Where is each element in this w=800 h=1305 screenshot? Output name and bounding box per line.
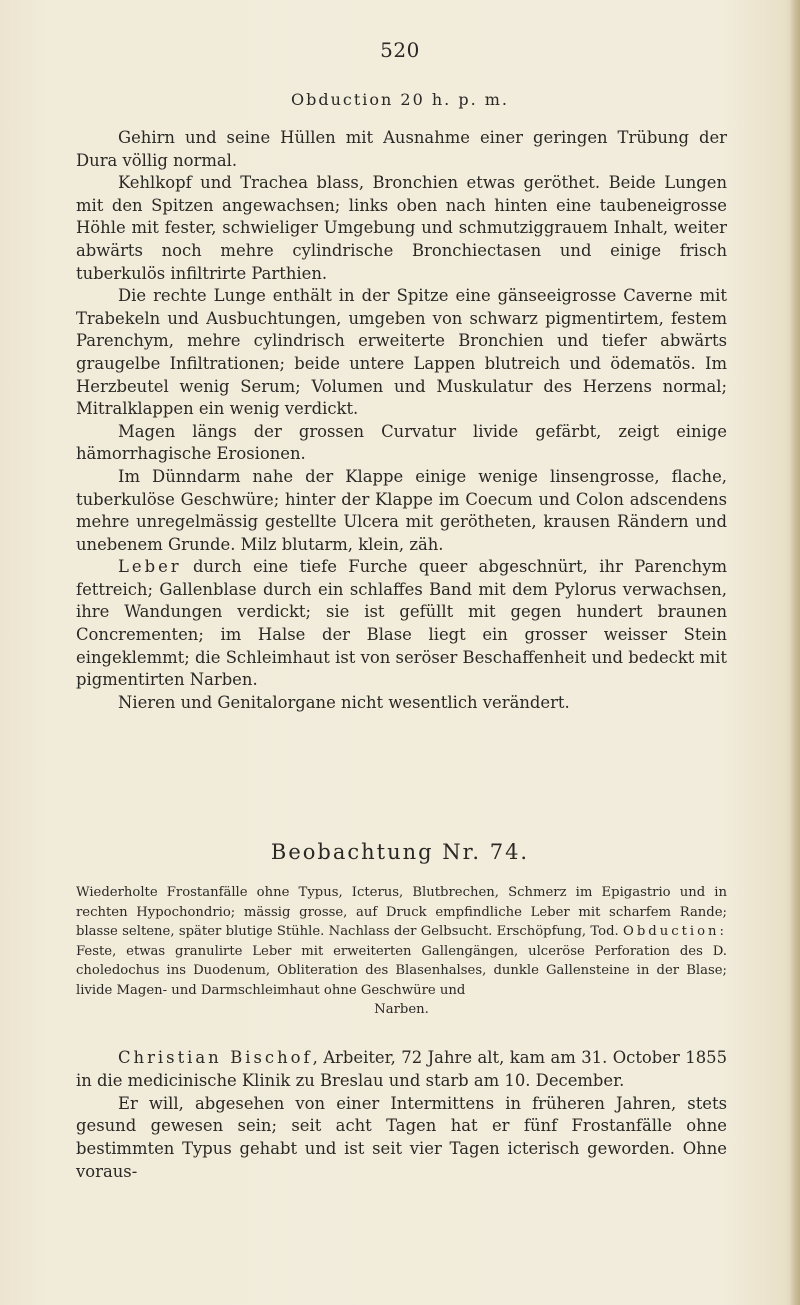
page-edge-shadow: [790, 0, 800, 1305]
obduction-header: Obduction 20 h. p. m.: [290, 90, 510, 109]
case-intro-text: , Arbeiter, 72 Jahre alt, kam am 31. October 1855 in die medicinische Klinik zu Breslau und starb am 10. December.: [76, 1048, 727, 1090]
paragraph-stomach: Magen längs der grossen Curvatur livide gefärbt, zeigt einige hämorrhagische Erosionen.: [76, 421, 727, 464]
section-heading: Beobachtung Nr. 74.: [270, 840, 530, 864]
page-number: 520: [380, 38, 420, 62]
paragraph-liver: [76, 556, 727, 692]
case-summary: [76, 883, 727, 1020]
paragraph-intestine: Im Dünndarm nahe der Klappe einige wenige linsengrosse, flache, tuberkulöse Geschwüre; hinter der Klappe im Coecum und Colon adscendens mehre unregelmässig gestellte Ulcera mit gerötheten, krausen Rändern und unebenem Grunde. Milz blutarm, klein, zäh.: [76, 466, 727, 554]
case-anamnesis: Er will, abgesehen von einer Intermittens in früheren Jahren, stets gesund gewesen sein; seit acht Tagen hat er fünf Frostanfälle ohne bestimmten Typus gehabt und ist seit vier Tagen icterisch geworden. Ohne voraus-: [76, 1093, 727, 1181]
obduction-report: [76, 127, 727, 714]
summary-end: Narben.: [374, 1002, 429, 1017]
paragraph-kidneys: Nieren und Genitalorgane nicht wesentlich verändert.: [118, 692, 570, 712]
liver-text: durch eine tiefe Furche queer abgeschnürt, ihr Parenchym fettreich; Gallenblase durch ein schlaffes Band mit dem Pylorus verwachsen, ihre Wandungen verdickt; sie ist gefüllt mit gegen hundert braunen Concrementen; im Halse der Blase liegt ein grosser weisser Stein eingeklemmt; die Schleimhaut ist von seröser Beschaffenheit und bedeckt mit pigmentirten Narben.: [76, 557, 727, 690]
paragraph-lungs-left: Kehlkopf und Trachea blass, Bronchien etwas geröthet. Beide Lungen mit den Spitzen angewachsen; links oben nach hinten eine taubeneigrosse Höhle mit fester, schwieliger Umgebung und schmutziggrauem Inhalt, weiter abwärts noch mehre cylindrische Bronchiectasen und einige frisch tuberkulös infiltrirte Parthien.: [76, 173, 727, 283]
case-intro: [76, 1047, 727, 1093]
case-history: [76, 1047, 727, 1184]
summary-obduction-lead: Obduction:: [623, 924, 727, 939]
liver-lead: Leber: [118, 557, 182, 577]
summary-obduction-text: Feste, etwas granulirte Leber mit erweiterten Gallengängen, ulceröse Perforation des D. choledochus ins Duodenum, Obliteration des Blasenhalses, dunkle Gallensteine in der Blase; livide Magen- und Darmschleimhaut ohne Geschwüre und: [76, 943, 727, 998]
summary-text: Wiederholte Frostanfälle ohne Typus, Icterus, Blutbrechen, Schmerz im Epigastrio und in rechten Hypochondrio; mässig grosse, auf Druck empfindliche Leber mit scharfem Rande; blasse seltene, später blutige Stühle. Nachlass der Gelbsucht. Erschöpfung, Tod.: [76, 885, 727, 939]
paragraph-brain: Gehirn und seine Hüllen mit Ausnahme einer geringen Trübung der Dura völlig normal.: [76, 128, 727, 170]
paragraph-lungs-right: Die rechte Lunge enthält in der Spitze eine gänseeigrosse Caverne mit Trabekeln und Ausbuchtungen, umgeben von schwarz pigmentirtem, festem Parenchym, mehre cylindrisch erweiterte Bronchien und tiefer abwärts graugelbe Infiltrationen; beide untere Lappen blutreich und ödematös. Im Herzbeutel wenig Serum; Volumen und Muskulatur des Herzens normal; Mitralklappen ein wenig verdickt.: [76, 286, 727, 419]
patient-name: Christian Bischof: [118, 1048, 313, 1067]
